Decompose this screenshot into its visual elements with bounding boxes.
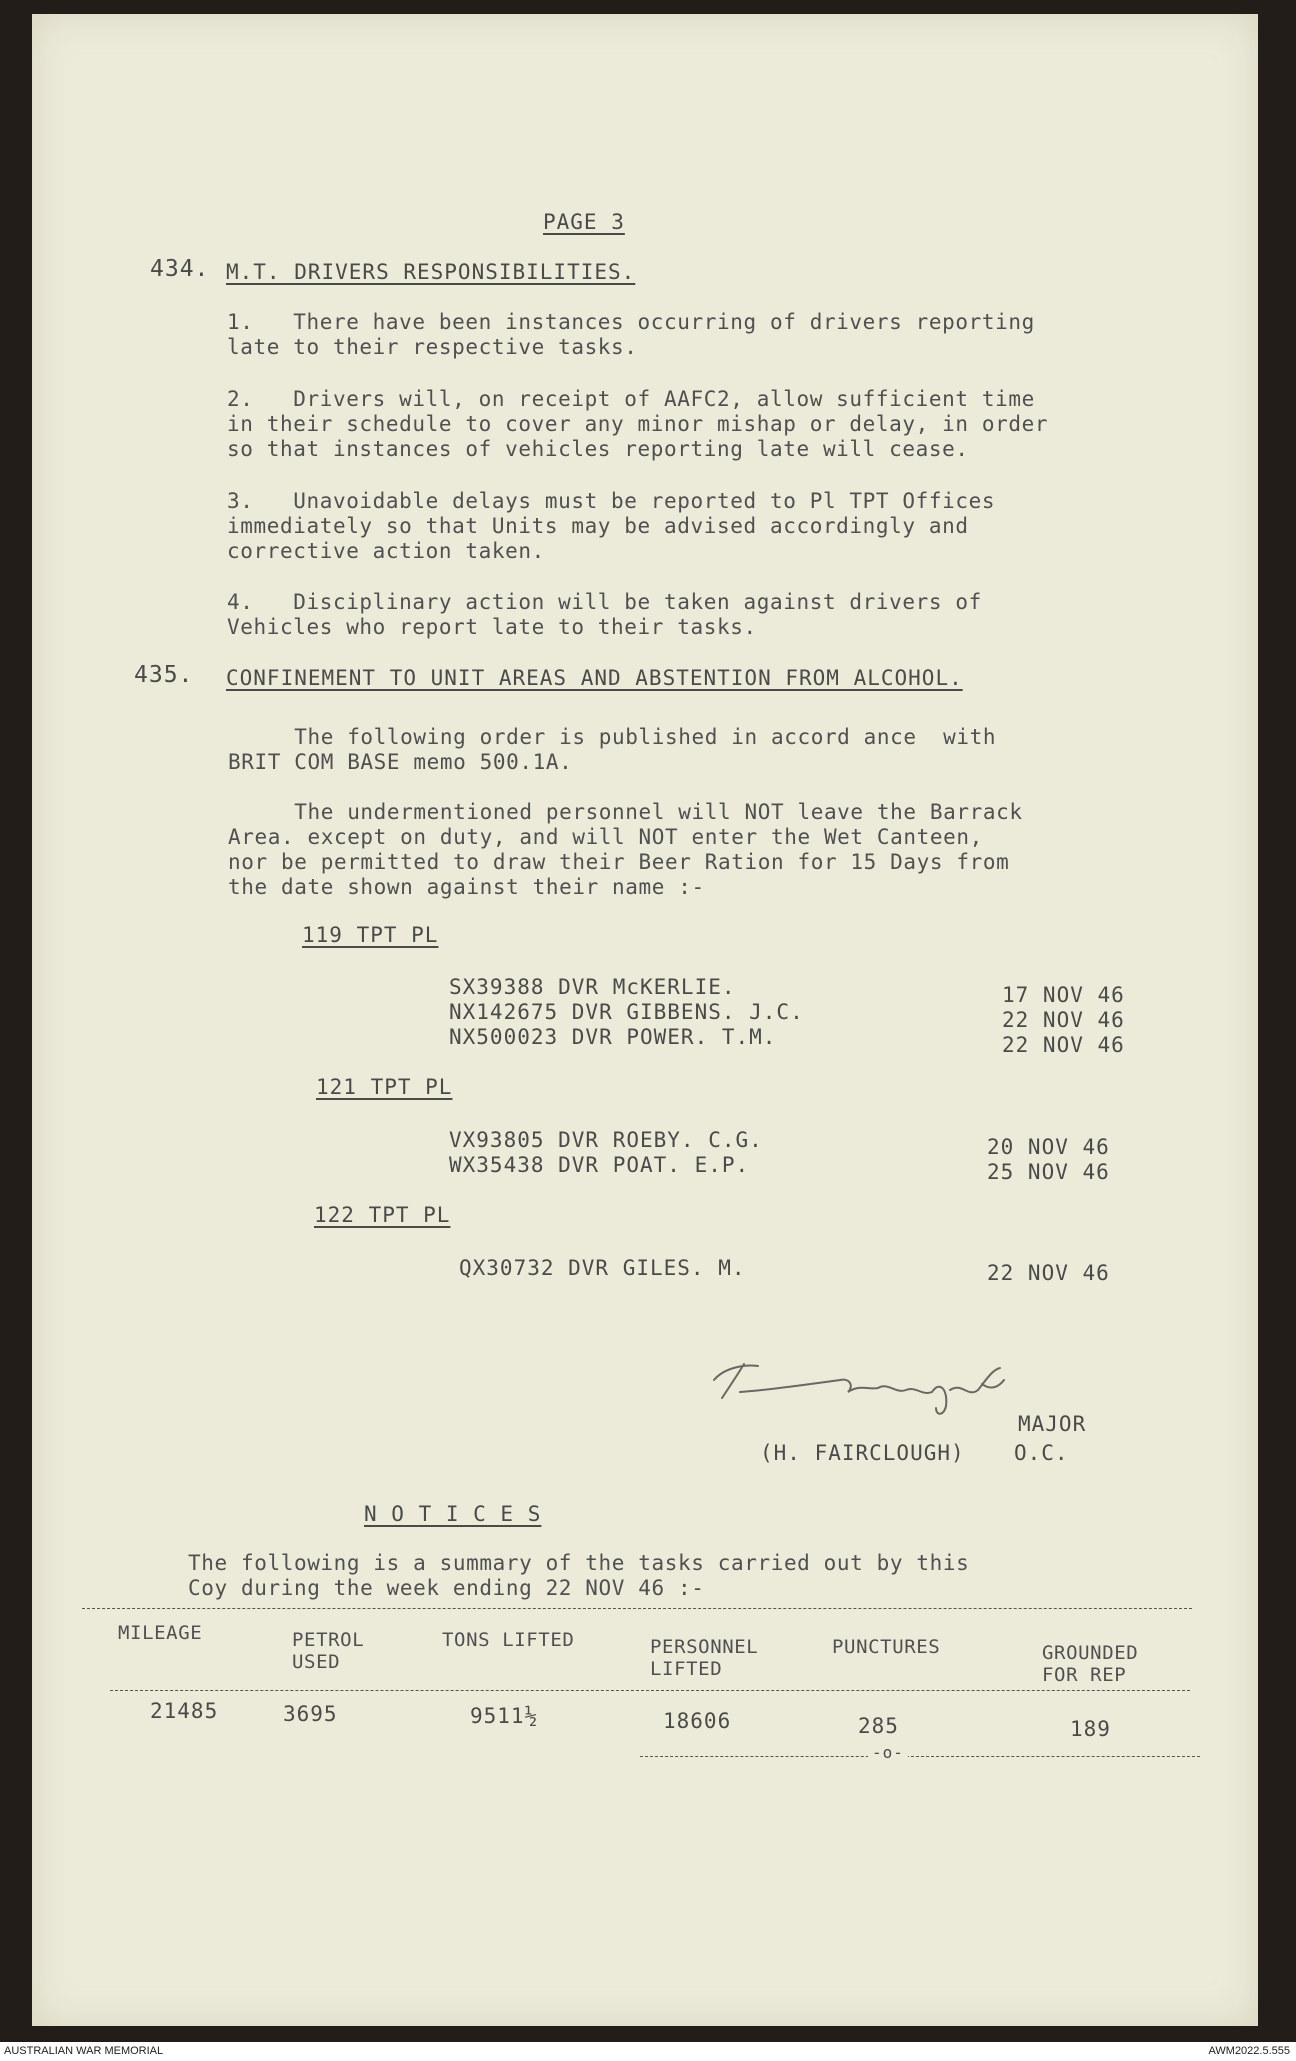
soldier-entry: NX142675 DVR GIBBENS. J.C.	[449, 1000, 804, 1024]
platoon-heading: 119 TPT PL	[302, 923, 439, 947]
handwritten-signature	[700, 1350, 1020, 1440]
paragraph-435-2: The undermentioned personnel will NOT leave the Barrack Area. except on duty, and will NOT enter the Wet Canteen, nor be permitted to draw their Beer Ration for 15 Days from the date shown against their name :-	[228, 800, 1023, 899]
notices-intro: The following is a summary of the tasks carried out by this Coy during the week ending 22 NOV 46 :-	[188, 1551, 970, 1600]
entry-date: 22 NOV 46	[1002, 1033, 1125, 1057]
archive-footer	[0, 2042, 1296, 2061]
paragraph-434-1: 1. There have been instances occurring of drivers reporting late to their respective tasks.	[227, 310, 1035, 359]
table-header-rule	[110, 1690, 1190, 1691]
value-petrol: 3695	[283, 1702, 338, 1726]
entry-date: 25 NOV 46	[987, 1160, 1110, 1184]
platoon-heading: 122 TPT PL	[314, 1203, 451, 1227]
end-mark: -o-	[868, 1745, 908, 1761]
paragraph-434-4: 4. Disciplinary action will be taken against drivers of Vehicles who report late to their tasks.	[227, 590, 982, 639]
signatory-appointment: O.C.	[1014, 1441, 1069, 1465]
column-header-tons: TONS LIFTED	[442, 1629, 575, 1651]
section-number-434: 434.	[150, 256, 210, 282]
entry-date: 20 NOV 46	[987, 1135, 1110, 1159]
value-tons: 9511½	[470, 1704, 539, 1728]
section-number-435: 435.	[134, 662, 194, 688]
paragraph-434-2: 2. Drivers will, on receipt of AAFC2, allow sufficient time in their schedule to cover any minor mishap or delay, in order so that instances of vehicles reporting late will cease.	[227, 387, 1049, 461]
column-header-petrol: PETROL USED	[292, 1629, 365, 1673]
notices-heading: N O T I C E S	[364, 1502, 542, 1526]
value-punctures: 285	[858, 1714, 899, 1738]
signatory-rank: MAJOR	[1018, 1412, 1087, 1436]
archive-reference: AWM2022.5.555	[1208, 2045, 1290, 2057]
table-top-rule	[82, 1608, 1192, 1609]
paragraph-434-3: 3. Unavoidable delays must be reported to Pl TPT Offices immediately so that Units may be advised accordingly and corrective action taken.	[227, 489, 996, 563]
column-header-personnel: PERSONNEL LIFTED	[650, 1636, 759, 1680]
entry-date: 17 NOV 46	[1002, 983, 1125, 1007]
table-bottom-rule	[640, 1756, 1200, 1757]
section-title-435: CONFINEMENT TO UNIT AREAS AND ABSTENTION FROM ALCOHOL.	[226, 666, 963, 690]
archive-name: AUSTRALIAN WAR MEMORIAL	[4, 2045, 164, 2057]
paragraph-435-1: The following order is published in accord ance with BRIT COM BASE memo 500.1A.	[228, 725, 997, 774]
soldier-entry: QX30732 DVR GILES. M.	[459, 1256, 746, 1280]
value-personnel: 18606	[663, 1709, 732, 1733]
entry-date: 22 NOV 46	[1002, 1008, 1125, 1032]
column-header-mileage: MILEAGE	[118, 1622, 203, 1644]
soldier-entry: SX39388 DVR McKERLIE.	[449, 975, 736, 999]
value-mileage: 21485	[150, 1699, 219, 1723]
signatory-name: (H. FAIRCLOUGH)	[760, 1441, 965, 1465]
column-header-grounded: GROUNDED FOR REP	[1042, 1642, 1139, 1686]
soldier-entry: NX500023 DVR POWER. T.M.	[449, 1025, 777, 1049]
value-grounded: 189	[1070, 1717, 1111, 1741]
soldier-entry: VX93805 DVR ROEBY. C.G.	[449, 1128, 763, 1152]
column-header-punctures: PUNCTURES	[832, 1636, 941, 1658]
section-title-434: M.T. DRIVERS RESPONSIBILITIES.	[226, 260, 636, 284]
page-header: PAGE 3	[543, 210, 625, 234]
soldier-entry: WX35438 DVR POAT. E.P.	[449, 1153, 750, 1177]
platoon-heading: 121 TPT PL	[316, 1075, 453, 1099]
entry-date: 22 NOV 46	[987, 1261, 1110, 1285]
